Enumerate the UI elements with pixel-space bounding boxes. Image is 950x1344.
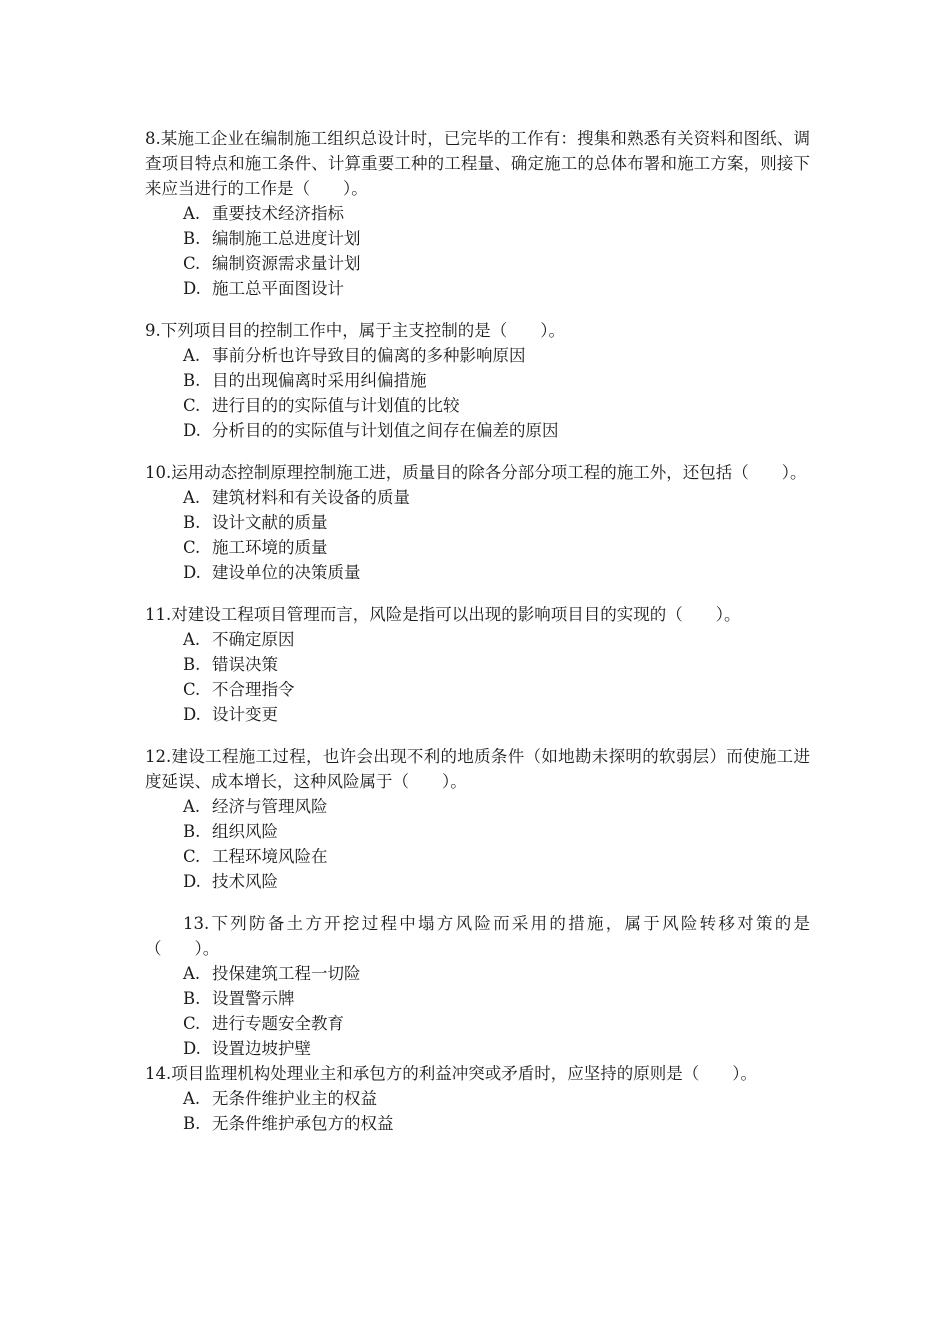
option-list xyxy=(145,961,810,1061)
option-text: 进行专题安全教育 xyxy=(212,1014,344,1033)
option-c xyxy=(145,535,810,560)
question-13 xyxy=(145,911,810,1061)
option-b xyxy=(145,986,810,1011)
option-list xyxy=(145,343,810,443)
question-stem: 8.某施工企业在编制施工组织总设计时，已完毕的工作有：搜集和熟悉有关资料和图纸、调查项目特点和施工条件、计算重要工种的工程量、确定施工的总体布署和施工方案，则接下来应当进行的工作是（ ）。 xyxy=(145,129,810,198)
option-a xyxy=(145,794,810,819)
option-letter: D. xyxy=(183,1039,201,1058)
question-stem: 13.下列防备土方开挖过程中塌方风险而采用的措施，属于风险转移对策的是（ ）。 xyxy=(145,914,810,958)
option-c xyxy=(145,844,810,869)
question-9 xyxy=(145,318,810,443)
option-letter: A. xyxy=(183,488,201,507)
option-letter: A. xyxy=(183,1089,201,1108)
option-d xyxy=(145,702,810,727)
option-d xyxy=(145,276,810,301)
option-letter: C. xyxy=(183,1014,201,1033)
question-stem: 10.运用动态控制原理控制施工进，质量目的除各分部分项工程的施工外，还包括（ ）。 xyxy=(145,463,807,482)
option-a xyxy=(145,343,810,368)
question-stem: 9.下列项目目的控制工作中，属于主支控制的是（ ）。 xyxy=(145,321,565,340)
option-letter: A. xyxy=(183,204,201,223)
option-text: 设置边坡护壁 xyxy=(212,1039,311,1058)
option-text: 编制资源需求量计划 xyxy=(212,254,361,273)
option-text: 无条件维护业主的权益 xyxy=(212,1089,377,1108)
option-text: 目的出现偏离时采用纠偏措施 xyxy=(212,371,427,390)
option-text: 投保建筑工程一切险 xyxy=(212,964,361,983)
option-c xyxy=(145,1011,810,1036)
option-letter: D. xyxy=(183,421,201,440)
option-c xyxy=(145,393,810,418)
option-a xyxy=(145,961,810,986)
option-text: 错误决策 xyxy=(212,655,278,674)
option-letter: D. xyxy=(183,705,201,724)
option-text: 无条件维护承包方的权益 xyxy=(212,1114,394,1133)
option-letter: B. xyxy=(183,822,201,841)
option-list xyxy=(145,627,810,727)
option-text: 重要技术经济指标 xyxy=(212,204,344,223)
option-letter: C. xyxy=(183,538,201,557)
option-text: 建设单位的决策质量 xyxy=(212,563,361,582)
question-12 xyxy=(145,744,810,894)
question-stem: 12.建设工程施工过程，也许会出现不利的地质条件（如地勘未探明的软弱层）而使施工进度延误、成本增长，这种风险属于（ ）。 xyxy=(145,747,810,791)
option-c xyxy=(145,251,810,276)
option-b xyxy=(145,368,810,393)
page-content xyxy=(145,126,810,1136)
option-text: 组织风险 xyxy=(212,822,278,841)
option-text: 施工总平面图设计 xyxy=(212,279,344,298)
option-letter: A. xyxy=(183,797,201,816)
option-letter: D. xyxy=(183,563,201,582)
option-b xyxy=(145,652,810,677)
option-letter: B. xyxy=(183,229,201,248)
option-b xyxy=(145,226,810,251)
option-text: 不确定原因 xyxy=(212,630,295,649)
option-text: 工程环境风险在 xyxy=(212,847,328,866)
option-text: 设置警示牌 xyxy=(212,989,295,1008)
option-a xyxy=(145,627,810,652)
option-d xyxy=(145,1036,810,1061)
option-a xyxy=(145,485,810,510)
option-text: 建筑材料和有关设备的质量 xyxy=(212,488,410,507)
option-text: 编制施工总进度计划 xyxy=(212,229,361,248)
option-letter: A. xyxy=(183,964,201,983)
option-list xyxy=(145,201,810,301)
option-text: 设计文献的质量 xyxy=(212,513,328,532)
option-c xyxy=(145,677,810,702)
option-text: 分析目的的实际值与计划值之间存在偏差的原因 xyxy=(212,421,559,440)
option-letter: B. xyxy=(183,989,201,1008)
option-b xyxy=(145,1111,810,1136)
option-d xyxy=(145,418,810,443)
question-stem: 14.项目监理机构处理业主和承包方的利益冲突或矛盾时，应坚持的原则是（ ）。 xyxy=(145,1064,757,1083)
option-letter: B. xyxy=(183,1114,201,1133)
option-a xyxy=(145,1086,810,1111)
option-letter: C. xyxy=(183,847,201,866)
question-stem: 11.对建设工程项目管理而言，风险是指可以出现的影响项目目的实现的（ ）。 xyxy=(145,605,741,624)
option-text: 事前分析也许导致目的偏离的多种影响原因 xyxy=(212,346,526,365)
option-list xyxy=(145,1086,810,1136)
option-letter: B. xyxy=(183,371,201,390)
option-text: 进行目的的实际值与计划值的比较 xyxy=(212,396,460,415)
option-text: 施工环境的质量 xyxy=(212,538,328,557)
option-letter: B. xyxy=(183,513,201,532)
option-text: 设计变更 xyxy=(212,705,278,724)
option-text: 技术风险 xyxy=(212,872,278,891)
option-letter: C. xyxy=(183,396,201,415)
option-letter: D. xyxy=(183,279,201,298)
option-text: 不合理指令 xyxy=(212,680,295,699)
question-10 xyxy=(145,460,810,585)
option-b xyxy=(145,510,810,535)
option-text: 经济与管理风险 xyxy=(212,797,328,816)
option-letter: A. xyxy=(183,346,201,365)
option-list xyxy=(145,794,810,894)
option-b xyxy=(145,819,810,844)
option-letter: D. xyxy=(183,872,201,891)
option-letter: C. xyxy=(183,680,201,699)
question-14 xyxy=(145,1061,810,1136)
option-d xyxy=(145,869,810,894)
option-letter: B. xyxy=(183,655,201,674)
option-list xyxy=(145,485,810,585)
option-letter: A. xyxy=(183,630,201,649)
question-8 xyxy=(145,126,810,301)
question-11 xyxy=(145,602,810,727)
option-a xyxy=(145,201,810,226)
option-d xyxy=(145,560,810,585)
option-letter: C. xyxy=(183,254,201,273)
